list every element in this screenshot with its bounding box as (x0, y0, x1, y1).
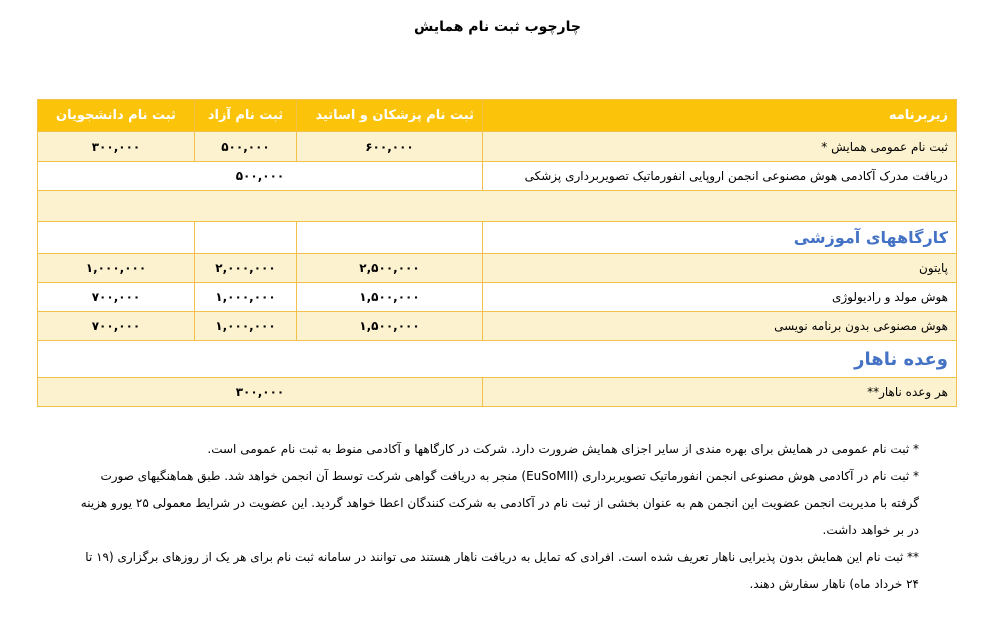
table-header-row (38, 100, 957, 132)
page-title: چارچوب ثبت نام همایش (414, 19, 581, 35)
workshop-label: هوش مصنوعی بدون برنامه نویسی (483, 312, 957, 341)
lunch-label: هر وعده ناهار** (483, 378, 957, 407)
empty-cell (38, 222, 195, 254)
general-free-fee: ۵۰۰,۰۰۰ (195, 132, 297, 162)
table-row-empty (38, 191, 957, 222)
workshop-students-fee: ۷۰۰,۰۰۰ (38, 312, 195, 341)
empty-cell (38, 191, 957, 222)
footnotes (69, 436, 919, 598)
footnote: * ثبت نام عمومی در همایش برای بهره مندی از سایر اجزای همایش ضرورت دارد. شرکت در کارگاهها و آکادمی منوط به ثبت نام عمومی است. (207, 442, 919, 456)
workshop-physicians-fee: ۱,۵۰۰,۰۰۰ (297, 283, 483, 312)
footnote: * ثبت نام در آکادمی هوش مصنوعی انجمن انفورماتیک تصویربرداری (EuSoMII) منجر به دریافت گواهی شرکت توسط آن انجمن خواهد شد. طبق هماهنگیهای صورت گرفته با مدیریت انجمن عضویت این انجمن هم به عنوان بخشی از ثبت نام در آکادمی به شرکت کنندگان اعطا خواهد گردید. این عضویت در شرایط معمولی ۲۵ یورو هزینه در بر خواهد داشت. (80, 469, 919, 537)
empty-cell (297, 222, 483, 254)
header-subprogram: زیربرنامه (483, 100, 957, 132)
workshop-physicians-fee: ۱,۵۰۰,۰۰۰ (297, 312, 483, 341)
general-students-fee: ۳۰۰,۰۰۰ (38, 132, 195, 162)
lunch-heading: وعده ناهار (38, 341, 957, 378)
table-row-academy (38, 162, 957, 191)
lunch-fee: ۳۰۰,۰۰۰ (38, 378, 483, 407)
registration-fee-table (37, 99, 957, 407)
table-row-workshop (38, 312, 957, 341)
workshop-label: پایتون (483, 254, 957, 283)
table-row-lunch (38, 378, 957, 407)
table-row-workshops-heading (38, 222, 957, 254)
header-physicians: ثبت نام پزشکان و اساتید (297, 100, 483, 132)
workshop-free-fee: ۱,۰۰۰,۰۰۰ (195, 312, 297, 341)
workshop-free-fee: ۱,۰۰۰,۰۰۰ (195, 283, 297, 312)
workshop-physicians-fee: ۲,۵۰۰,۰۰۰ (297, 254, 483, 283)
header-students: ثبت نام دانشجویان (38, 100, 195, 132)
workshops-heading: کارگاههای آموزشی (483, 222, 957, 254)
table-row-general (38, 132, 957, 162)
general-label: ثبت نام عمومی همایش * (483, 132, 957, 162)
header-free: ثبت نام آزاد (195, 100, 297, 132)
table-row-lunch-heading (38, 341, 957, 378)
footnote: ** ثبت نام این همایش بدون پذیرایی ناهار تعریف شده است. افرادی که تمایل به دریافت ناهار هستند می توانند در سامانه ثبت نام برای هر یک از روزهای برگزاری (۱۹ تا ۲۴ خرداد ماه) ناهار سفارش دهند. (85, 550, 919, 591)
empty-cell (195, 222, 297, 254)
academy-label: دریافت مدرک آکادمی هوش مصنوعی انجمن اروپایی انفورماتیک تصویربرداری پزشکی (483, 162, 957, 191)
academy-fee: ۵۰۰,۰۰۰ (38, 162, 483, 191)
workshop-students-fee: ۷۰۰,۰۰۰ (38, 283, 195, 312)
workshop-students-fee: ۱,۰۰۰,۰۰۰ (38, 254, 195, 283)
workshop-free-fee: ۲,۰۰۰,۰۰۰ (195, 254, 297, 283)
general-physicians-fee: ۶۰۰,۰۰۰ (297, 132, 483, 162)
workshop-label: هوش مولد و رادیولوژی (483, 283, 957, 312)
table-row-workshop (38, 283, 957, 312)
table-row-workshop (38, 254, 957, 283)
